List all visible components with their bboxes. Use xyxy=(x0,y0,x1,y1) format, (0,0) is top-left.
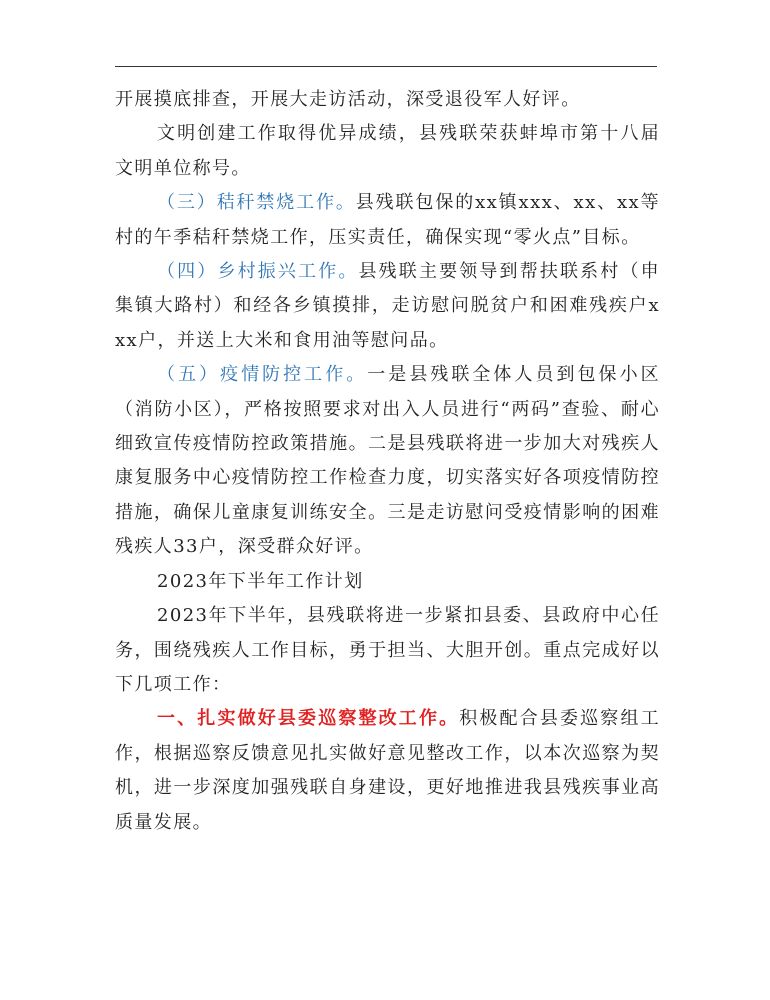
section-heading: （五）疫情防控工作。 xyxy=(157,364,368,386)
paragraph-rural-revitalization xyxy=(115,255,660,358)
paragraph-plan-intro xyxy=(115,599,660,702)
paragraph-text: 积极配合县委巡察组工作，根据巡察反馈意见扎实做好意见整改工作，以本次巡察为契机，进一步深度加强残联自身建设，更好地推进我县残疾事业高质量发展。 xyxy=(115,708,660,833)
header-rule xyxy=(115,66,657,67)
paragraph-text: 文明创建工作取得优异成绩，县残联荣获蚌埠市第十八届文明单位称号。 xyxy=(115,123,660,179)
section-heading: （四）乡村振兴工作。 xyxy=(157,261,359,283)
paragraph-epidemic-control xyxy=(115,358,660,564)
paragraph-veterans-continued xyxy=(115,83,660,117)
plan-title xyxy=(115,565,660,599)
paragraph-straw-burning xyxy=(115,186,660,255)
paragraph-text: 县残联主要领导到帮扶联系村（申集镇大路村）和经各乡镇摸排，走访慰问脱贫户和困难残疾户xxx户，并送上大米和食用油等慰问品。 xyxy=(115,261,660,351)
paragraph-text: 一是县残联全体人员到包保小区（消防小区），严格按照要求对出入人员进行“两码”查验、耐心细致宣传疫情防控政策措施。二是县残联将进一步加大对残疾人康复服务中心疫情防控工作检查力度，切实落实好各项疫情防控措施，确保儿童康复训练安全。三是走访慰问受疫情影响的困难残疾人33户，深受群众好评。 xyxy=(115,364,660,558)
paragraph-text: 2023年下半年，县残联将进一步紧扣县委、县政府中心任务，围绕残疾人工作目标，勇于担当、大胆开创。重点完成好以下几项工作： xyxy=(115,605,660,695)
paragraph-text: 开展摸底排查，开展大走访活动，深受退役军人好评。 xyxy=(115,89,581,110)
section-heading: 一、扎实做好县委巡察整改工作。 xyxy=(157,708,460,730)
paragraph-inspection-rectification xyxy=(115,702,660,840)
paragraph-civilization xyxy=(115,117,660,186)
document-body xyxy=(115,83,660,840)
paragraph-text: 2023年下半年工作计划 xyxy=(157,570,364,592)
section-heading: （三）秸秆禁烧工作。 xyxy=(157,192,356,214)
paragraph-text: 县残联包保的xx镇xxx、xx、xx等村的午季秸秆禁烧工作，压实责任，确保实现“零火点”目标。 xyxy=(115,192,660,248)
